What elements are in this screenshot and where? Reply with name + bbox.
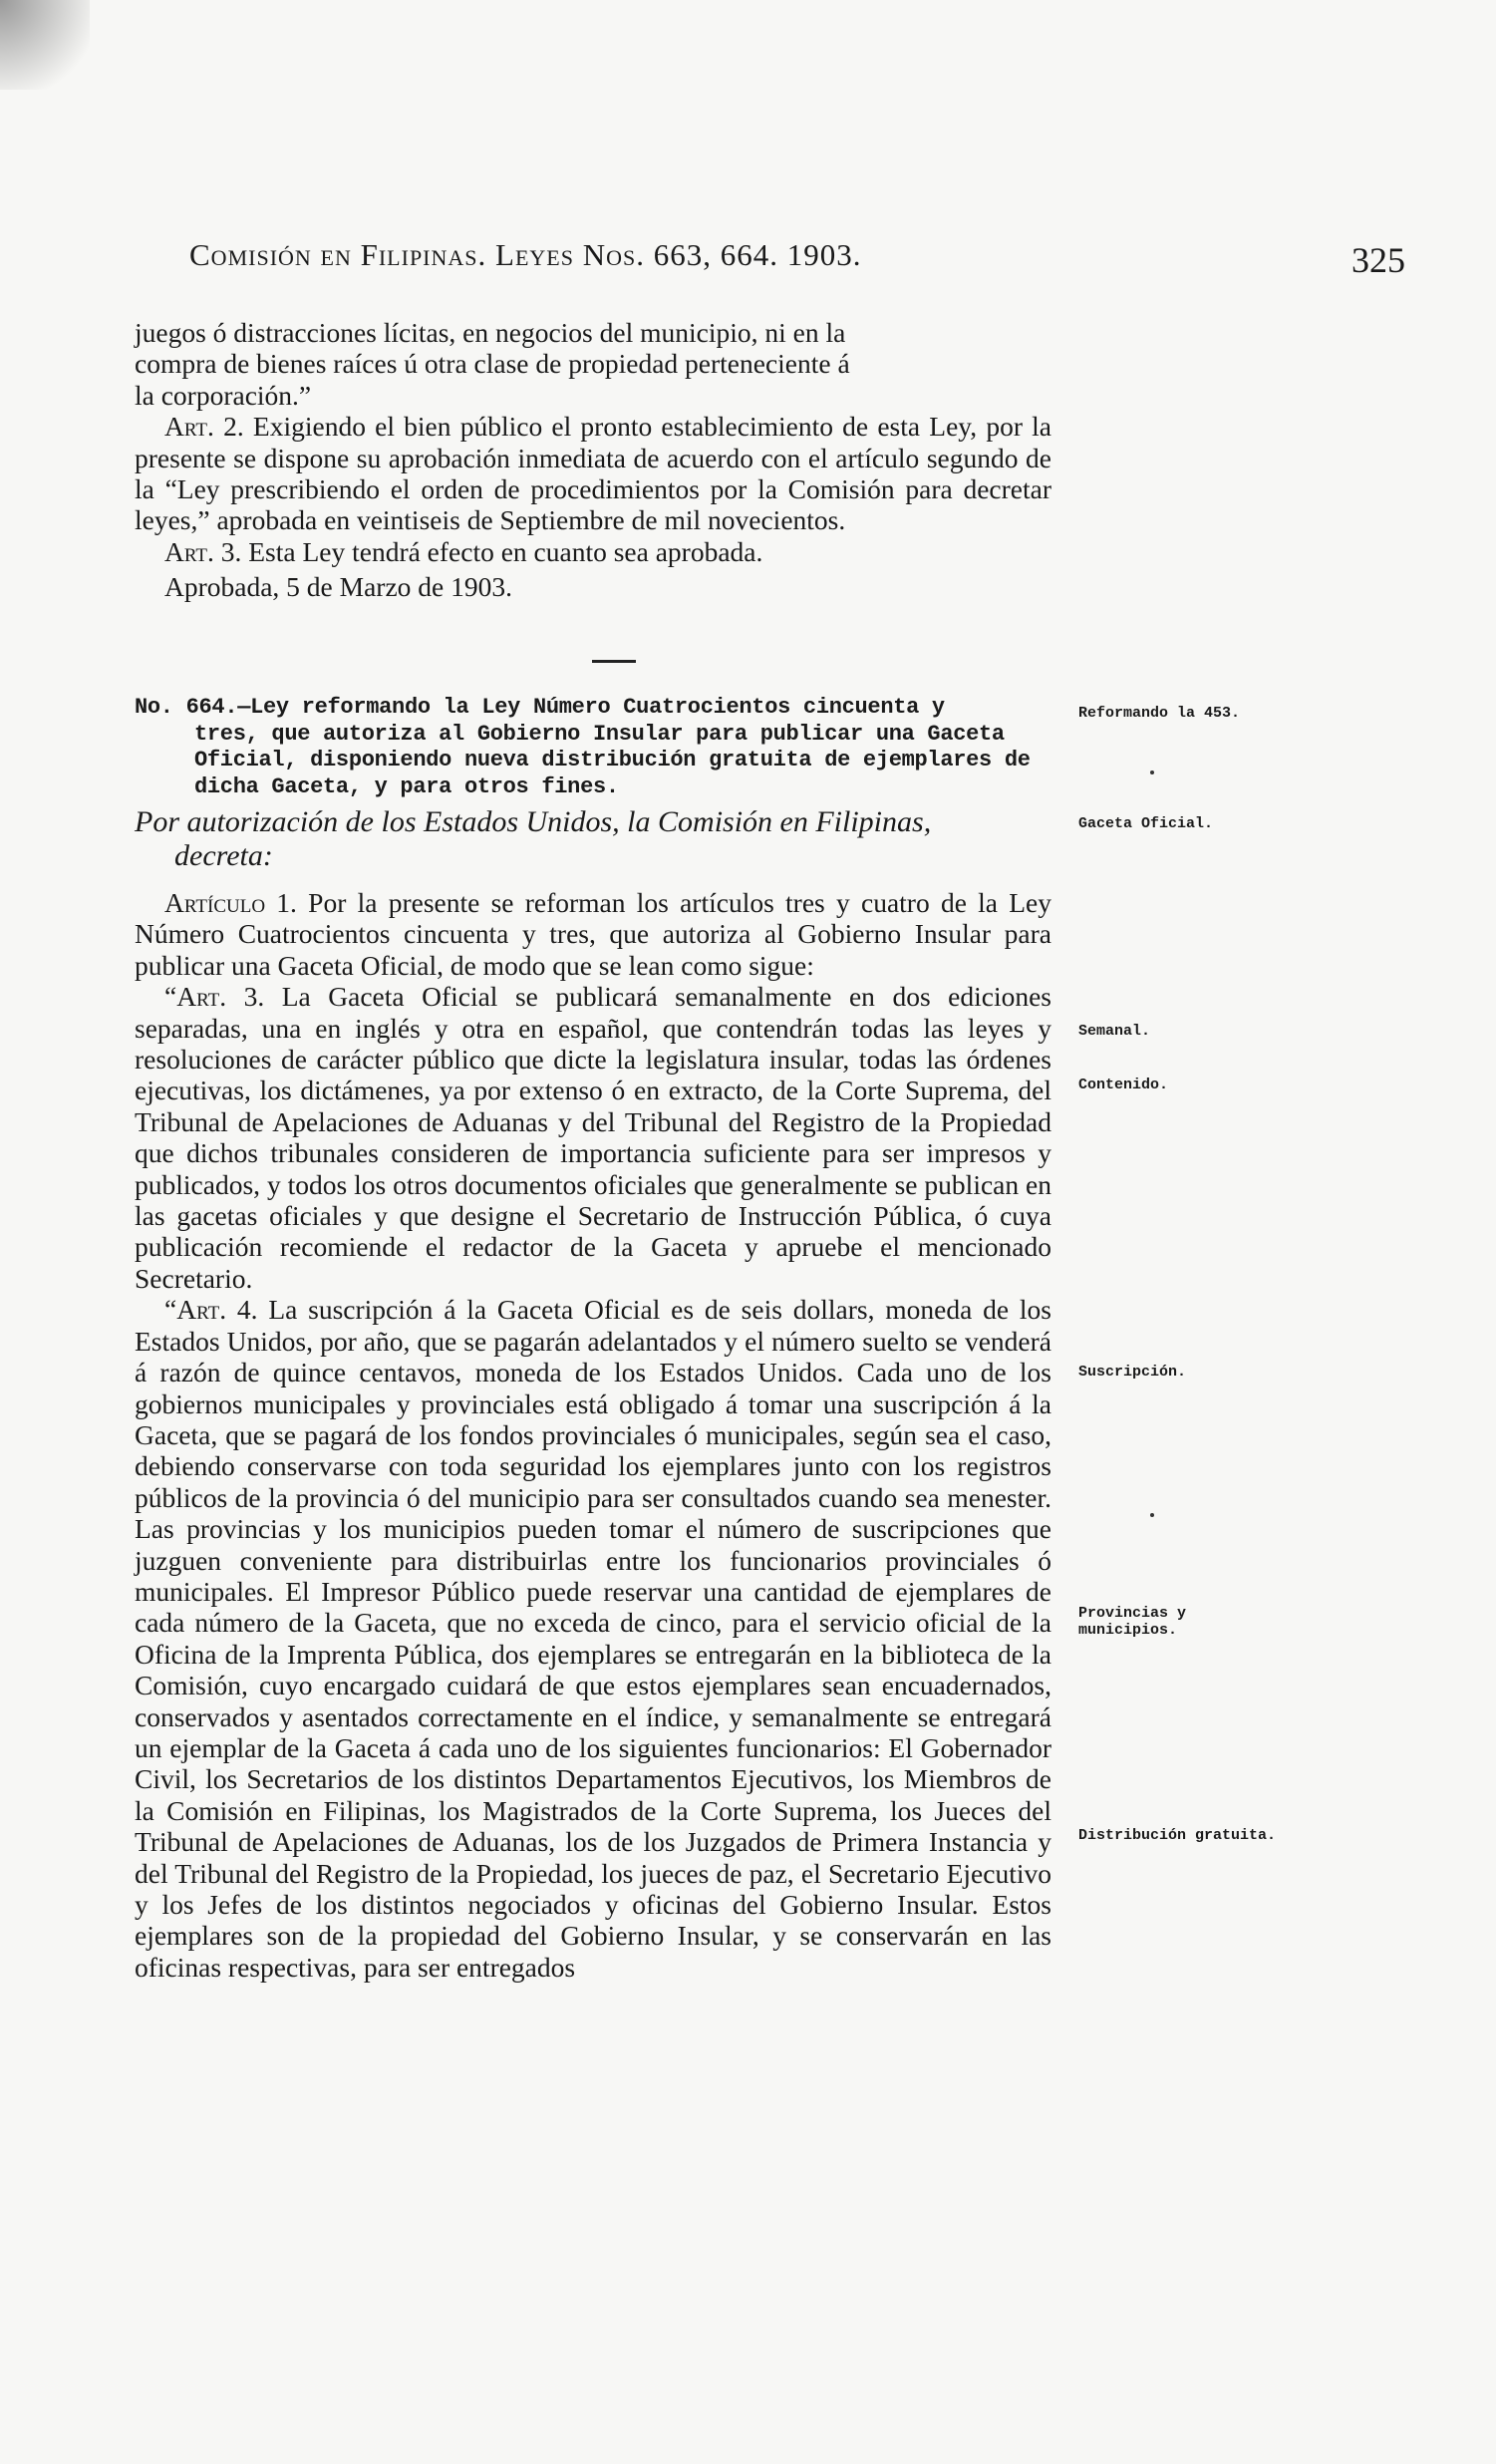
quoted-article-3 [135, 981, 1051, 1294]
margin-note-contenido: Contenido. [1078, 1077, 1169, 1093]
article-text: La suscripción á la Gaceta Oficial es de seis dollars, moneda de los Estados Unidos, por año, que se pagarán adelantados y el número suelto se venderá á razón de quince centavos, moneda de los Estados Unidos. Cada uno de los gobiernos municipales y provinciales está obligado á tomar una suscripción á la Gaceta, que se pagará de los fondos provinciales ó municipales, según sea el caso, debiendo conservarse con toda seguridad los ejemplares junto con los registros públicos de la provincia ó del municipio para ser consultados cuando sea menester. Las provincias y los municipios pueden tomar el número de suscripciones que juzguen conveniente para distribuirlas entre los funcionarios provinciales ó municipales. El Impresor Público puede reservar una cantidad de ejemplares de cada número de la Gaceta, que no exceda de cinco, para el servicio oficial de la Oficina de la Imprenta Pública, dos ejemplares se entregarán en la biblioteca de la Comisión, cuyo encargado cuidará de que estos ejemplares sean encuadernados, conservados y asentados correctamente en el índice, y semanalmente se entregará un ejemplar de la Gaceta á cada uno de los siguientes funcionarios: El Gobernador Civil, los Secretarios de los distintos Departamentos Ejecutivos, los Miembros de la Comisión en Filipinas, los Magistrados de la Corte Suprema, los Jueces del Tribunal de Apelaciones de Aduanas, los de los Juzgados de Primera Instancia y del Tribunal del Registro de la Propiedad, los jueces de paz, el Secretario Ejecutivo y los Jefes de los distintos negociados y oficinas del Gobierno Insular. Estos ejemplares son de la propiedad del Gobierno Insular, y se conservarán en las oficinas respectivas, para ser entregados [135, 1294, 1051, 1983]
article-label: “Art. 3. [164, 981, 265, 1013]
ink-speck [1150, 770, 1154, 774]
margin-note-gaceta: Gaceta Oficial. [1078, 815, 1214, 832]
enacting-clause [135, 805, 1051, 873]
article-text: Exigiendo el bien público el pronto establecimiento de esta Ley, por la presente se dispone su aprobación inmediata de acuerdo con el artículo segundo de la “Ley prescribiendo el orden de procedimientos por la Comisión para decretar leyes,” aprobada en veintiseis de Septiembre de mil novecientos. [135, 411, 1052, 536]
article-3 [135, 536, 1051, 567]
heading-rest: tres, que autoriza al Gobierno Insular para publicar una Gaceta Oficial, disponiendo nueva distribución gratuita de ejemplares de dicha Gaceta, y para otros fines. [194, 721, 1031, 799]
heading-first-line: No. 664.—Ley reformando la Ley Número Cuatrocientos cincuenta y [135, 695, 945, 720]
article-label: Artículo 1. [164, 887, 297, 918]
margin-note-semanal: Semanal. [1078, 1023, 1151, 1040]
article-text: La Gaceta Oficial se publicará semanalmente en dos ediciones separadas, una en inglés y otra en español, que contendrán todas las leyes y resoluciones de carácter público que dicte la legislatura insular, todas las órdenes ejecutivas, los dictámenes, ya por extenso ó en extracto, de la Corte Suprema, del Tribunal de Apelaciones de Aduanas y del Tribunal del Registro de la Propiedad que dichos tribunales consideren de importancia suficiente para ser impresos y publicados, y todos los otros documentos oficiales que generalmente se publican en las gacetas oficiales y que designe el Secretario de Instrucción Pública, ó cuya publicación recomiende el redactor de la Gaceta y apruebe el mencionado Secretario. [135, 981, 1052, 1294]
enacting-clause-decreta: decreta: [174, 839, 273, 872]
running-title: Comisión en Filipinas. Leyes Nos. 663, 664. 1903. [189, 237, 862, 272]
enacting-clause-first: Por autorización de los Estados Unidos, la Comisión en Filipinas, [135, 805, 932, 838]
law-664-body [135, 887, 1051, 1983]
law-663-continuation [135, 317, 1051, 603]
ink-speck [1150, 1513, 1154, 1517]
article-label: Art. 2. [164, 411, 244, 443]
quoted-article-4 [135, 1294, 1051, 1983]
article-text: Esta Ley tendrá efecto en cuanto sea aprobada. [248, 535, 763, 567]
margin-note-reformando: Reformando la 453. [1078, 705, 1241, 722]
article-2 [135, 411, 1051, 536]
article-text: Por la presente se reforman los artículos tres y cuatro de la Ley Número Cuatrocientos cincuenta y tres, que autoriza al Gobierno Insular para publicar una Gaceta Oficial, de modo que se lean como sigue: [135, 887, 1051, 981]
article-label: Art. 3. [164, 535, 242, 567]
page-corner-stain [0, 0, 90, 90]
text-line: la corporación.” [135, 379, 312, 411]
margin-note-suscripcion: Suscripción. [1078, 1364, 1187, 1381]
approval-date: Aprobada, 5 de Marzo de 1903. [164, 571, 512, 603]
law-664-heading [135, 695, 1051, 800]
text-line: juegos ó distracciones lícitas, en negocios del municipio, ni en la [135, 317, 846, 348]
page-header [189, 237, 1405, 287]
article-1 [135, 887, 1051, 981]
margin-note-distribucion: Distribución gratuita. [1078, 1827, 1277, 1844]
text-line: compra de bienes raíces ú otra clase de propiedad perteneciente á [135, 348, 850, 380]
section-divider [592, 660, 636, 663]
page-number: 325 [1351, 240, 1405, 280]
article-label: “Art. 4. [164, 1294, 258, 1326]
margin-note-provincias: Provincias y municipios. [1078, 1605, 1187, 1639]
